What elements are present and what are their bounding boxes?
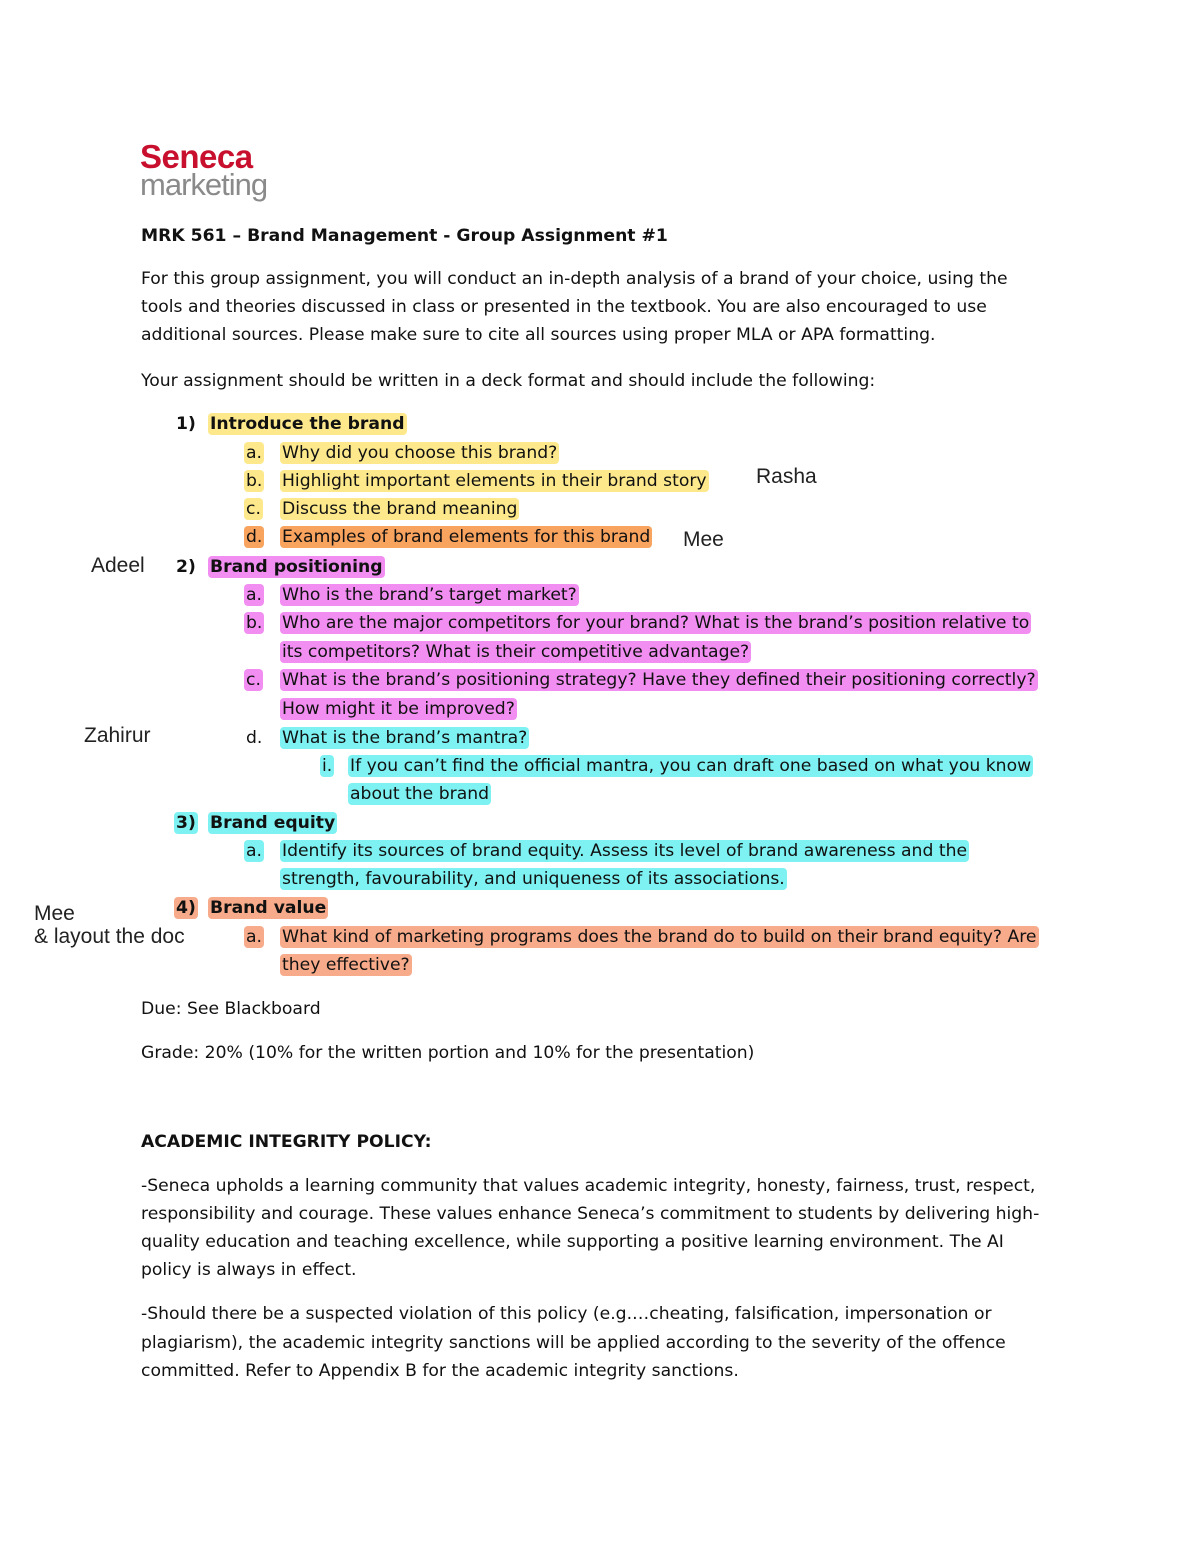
intro-line-1: For this group assignment, you will conduct an in-depth analysis of a brand of your choice, using the xyxy=(141,269,1008,289)
section-1-item-a: Why did you choose this brand? xyxy=(282,443,558,463)
intro-line-3: additional sources. Please make sure to cite all sources using proper MLA or APA formatting. xyxy=(141,325,936,345)
section-2-item-c-line-2: How might it be improved? xyxy=(282,699,515,719)
section-3-item-a-line-2: strength, favourability, and uniqueness of its associations. xyxy=(282,869,785,889)
section-1-item-d-label: d. xyxy=(246,527,263,547)
seneca-marketing-logo xyxy=(140,138,268,202)
section-4-item-a-line-1: What kind of marketing programs does the brand do to build on their brand equity? Are xyxy=(282,927,1037,947)
section-2-item-c-line-1: What is the brand’s positioning strategy? Have they defined their positioning correctly? xyxy=(282,670,1036,690)
annotation-mee-layout-line-2: & layout the doc xyxy=(34,925,185,948)
annotation-rasha: Rasha xyxy=(756,465,817,488)
policy-heading: ACADEMIC INTEGRITY POLICY: xyxy=(141,1132,432,1152)
section-4-item-a-label: a. xyxy=(246,927,262,947)
document-title: MRK 561 – Brand Management - Group Assignment #1 xyxy=(141,226,668,246)
annotation-mee-layout-line-1: Mee xyxy=(34,902,75,925)
section-1-item-b: Highlight important elements in their brand story xyxy=(282,471,707,491)
section-2-item-a: Who is the brand’s target market? xyxy=(282,585,577,605)
section-1-number: 1) xyxy=(176,414,196,434)
section-2-item-b-label: b. xyxy=(246,613,263,633)
policy-p2-line-3: committed. Refer to Appendix B for the academic integrity sanctions. xyxy=(141,1361,739,1381)
section-3-number: 3) xyxy=(176,813,196,833)
section-3-item-a-line-1: Identify its sources of brand equity. Assess its level of brand awareness and the xyxy=(282,841,968,861)
section-1-item-b-label: b. xyxy=(246,471,263,491)
section-2-item-a-label: a. xyxy=(246,585,262,605)
section-1-item-d: Examples of brand elements for this brand xyxy=(282,527,651,547)
policy-p1-line-1: -Seneca upholds a learning community that values academic integrity, honesty, fairness, trust, respect, xyxy=(141,1176,1036,1196)
policy-p1-line-3: quality education and teaching excellence, while supporting a positive learning environment. The AI xyxy=(141,1232,1004,1252)
section-3-title: Brand equity xyxy=(210,813,336,833)
section-2-title: Brand positioning xyxy=(210,557,383,577)
section-2-item-d-sub-label: i. xyxy=(322,756,333,776)
policy-p2-line-1: -Should there be a suspected violation of this policy (e.g.…cheating, falsification, impersonation or xyxy=(141,1304,992,1324)
section-1-item-a-label: a. xyxy=(246,443,262,463)
section-2-number: 2) xyxy=(176,557,196,577)
section-3-item-a-label: a. xyxy=(246,841,262,861)
annotation-mee: Mee xyxy=(683,528,724,551)
policy-p2-line-2: plagiarism), the academic integrity sanctions will be applied according to the severity of the offence xyxy=(141,1333,1006,1353)
policy-p1-line-4: policy is always in effect. xyxy=(141,1260,357,1280)
section-2-item-c-label: c. xyxy=(246,670,261,690)
section-2-item-d-sub-line-1: If you can’t find the official mantra, you can draft one based on what you know xyxy=(350,756,1032,776)
due-line: Due: See Blackboard xyxy=(141,999,321,1019)
policy-p1-line-2: responsibility and courage. These values enhance Seneca’s commitment to students by delivering high- xyxy=(141,1204,1040,1224)
annotation-adeel: Adeel xyxy=(91,554,145,577)
grade-line: Grade: 20% (10% for the written portion and 10% for the presentation) xyxy=(141,1043,755,1063)
section-2-item-d-label: d. xyxy=(246,728,263,748)
section-1-item-c: Discuss the brand meaning xyxy=(282,499,518,519)
lead-sentence: Your assignment should be written in a deck format and should include the following: xyxy=(141,371,876,391)
section-4-item-a-line-2: they effective? xyxy=(282,955,410,975)
section-1-item-c-label: c. xyxy=(246,499,261,519)
section-1-title: Introduce the brand xyxy=(210,414,405,434)
section-2-item-b-line-2: its competitors? What is their competitive advantage? xyxy=(282,642,750,662)
section-2-item-b-line-1: Who are the major competitors for your brand? What is the brand’s position relative to xyxy=(282,613,1030,633)
section-4-number: 4) xyxy=(176,898,196,918)
annotation-zahirur: Zahirur xyxy=(84,724,151,747)
logo-wordmark-top: Seneca xyxy=(140,138,253,175)
section-4-title: Brand value xyxy=(210,898,327,918)
logo-wordmark-bottom: marketing xyxy=(140,167,268,202)
intro-line-2: tools and theories discussed in class or presented in the textbook. You are also encouraged to use xyxy=(141,297,987,317)
section-2-item-d: What is the brand’s mantra? xyxy=(282,728,528,748)
section-2-item-d-sub-line-2: about the brand xyxy=(350,784,490,804)
